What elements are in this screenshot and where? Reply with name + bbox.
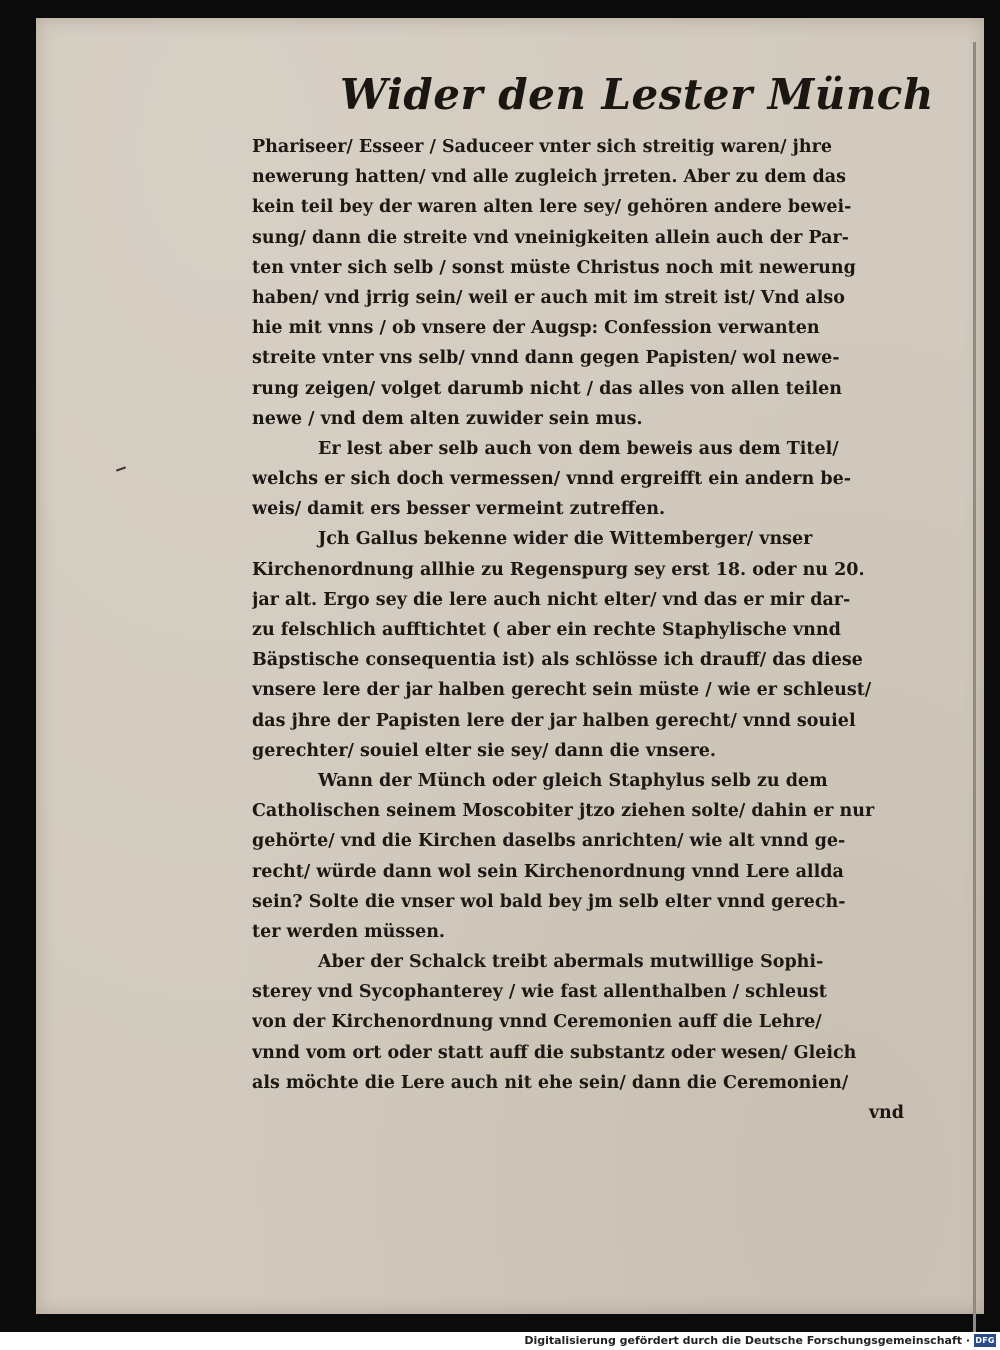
text-line: von der Kirchenordnung vnnd Ceremonien auff die Lehre/	[252, 1012, 822, 1033]
text-line: sein? Solte die vnser wol bald bey jm selb elter vnnd gerech-	[252, 891, 846, 912]
text-line: hie mit vnns / ob vnsere der Augsp: Confession verwanten	[252, 318, 820, 339]
paragraph-3	[252, 524, 912, 766]
text-line: Er lest aber selb auch von dem beweis aus dem Titel/	[318, 438, 839, 459]
paragraph-2	[252, 434, 912, 525]
text-line: sung/ dann die streite vnd vneinigkeiten allein auch der Par-	[252, 227, 849, 248]
text-line: gehörte/ vnd die Kirchen daselbs anrichten/ wie alt vnnd ge-	[252, 831, 846, 852]
paragraph-4	[252, 766, 912, 947]
paragraph-1	[252, 132, 912, 434]
text-line: newerung hatten/ vnd alle zugleich jrreten. Aber zu dem das	[252, 167, 846, 188]
text-line: weis/ damit ers besser vermeint zutreffen.	[252, 499, 666, 520]
text-line: Jch Gallus bekenne wider die Wittemberger/ vnser	[318, 529, 813, 550]
text-line: sterey vnd Sycophanterey / wie fast allenthalben / schleust	[252, 982, 827, 1003]
text-line: ten vnter sich selb / sonst müste Christus noch mit newerung	[252, 257, 856, 278]
text-line: Wann der Münch oder gleich Staphylus selb zu dem	[318, 770, 828, 791]
text-line: newe / vnd dem alten zuwider sein mus.	[252, 408, 643, 429]
text-line: recht/ würde dann wol sein Kirchenordnung vnnd Lere allda	[252, 861, 844, 882]
text-line: ter werden müssen.	[252, 921, 446, 942]
text-line: gerechter/ souiel elter sie sey/ dann die vnsere.	[252, 740, 717, 761]
text-line: vnsere lere der jar halben gerecht sein müste / wie er schleust/	[252, 680, 872, 701]
text-line: welchs er sich doch vermessen/ vnnd ergreifft ein andern be-	[252, 469, 851, 490]
dfg-logo-icon: DFG	[975, 1336, 995, 1345]
text-line: Aber der Schalck treibt abermals mutwillige Sophi-	[318, 952, 824, 973]
text-line: Bäpstische consequentia ist) als schlösse ich drauff/ das diese	[252, 650, 863, 671]
text-block	[252, 132, 912, 1128]
text-line: zu felschlich aufftichtet ( aber ein rechte Staphylische vnnd	[252, 620, 841, 640]
text-line: kein teil bey der waren alten lere sey/ gehören andere bewei-	[252, 197, 852, 218]
text-line: Kirchenordnung allhie zu Regenspurg sey erst 18. oder nu 20.	[252, 559, 865, 580]
text-line: streite vnter vns selb/ vnnd dann gegen Papisten/ wol newe-	[252, 348, 840, 369]
paragraph-5	[252, 947, 912, 1098]
text-line: Phariseer/ Esseer / Saduceer vnter sich streitig waren/ jhre	[252, 137, 832, 157]
page-edge	[973, 42, 976, 1332]
text-line: Catholischen seinem Moscobiter jtzo ziehen solte/ dahin er nur	[252, 801, 875, 822]
catchword: vnd	[868, 1103, 904, 1123]
running-head: Wider den Lester Münch	[340, 70, 934, 119]
text-line: jar alt. Ergo sey die lere auch nicht elter/ vnd das er mir dar-	[252, 589, 851, 610]
text-line: vnnd vom ort oder statt auff die substantz oder wesen/ Gleich	[252, 1042, 857, 1063]
text-line: haben/ vnd jrrig sein/ weil er auch mit im streit ist/ Vnd also	[252, 287, 845, 308]
text-line: das jhre der Papisten lere der jar halben gerecht/ vnnd souiel	[252, 710, 856, 731]
text-line: rung zeigen/ volget darumb nicht / das alles von allen teilen	[252, 378, 842, 399]
text-line: als möchte die Lere auch nit ehe sein/ dann die Ceremonien/	[252, 1072, 849, 1093]
funding-credit: Digitalisierung gefördert durch die Deutsche Forschungsgemeinschaft ·	[524, 1334, 970, 1347]
